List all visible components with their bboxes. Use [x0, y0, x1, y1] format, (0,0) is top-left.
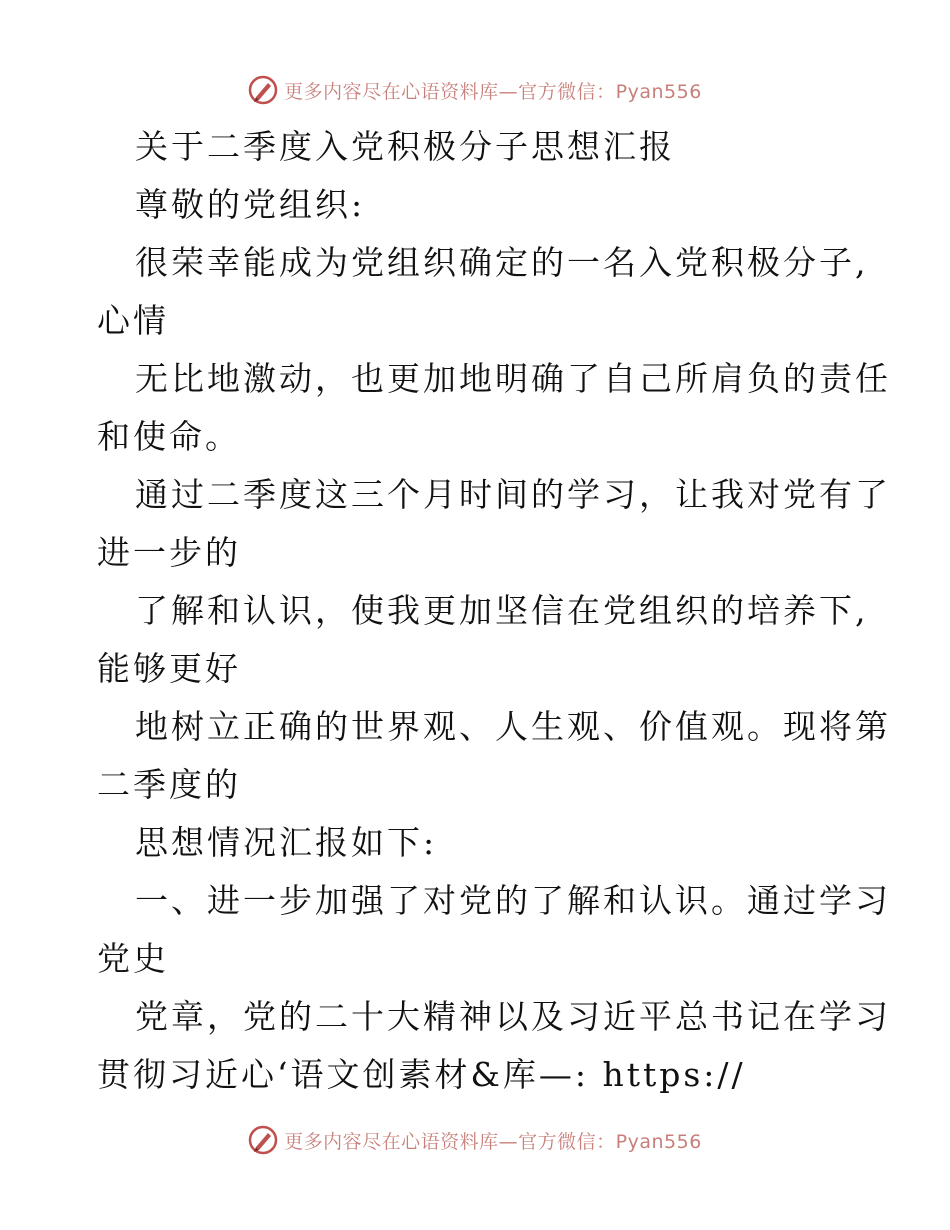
document-line: 心情 — [97, 301, 169, 340]
document-line: 贯彻习近心‘语文创素材&库—: https:// — [97, 1055, 746, 1094]
document-line: 党史 — [97, 939, 169, 978]
document-line: 党章，党的二十大精神以及习近平总书记在学习 — [135, 997, 891, 1036]
document-line: 了解和认识，使我更加坚信在党组织的培养下, — [135, 591, 869, 630]
document-line: 二季度的 — [97, 765, 241, 804]
document-body — [97, 118, 891, 1104]
document-line: 关于二季度入党积极分子思想汇报 — [135, 127, 675, 166]
header-watermark-text: 更多内容尽在心语资料库—官方微信：Pyan556 — [284, 80, 702, 103]
footer-watermark-banner — [0, 1120, 950, 1160]
pen-logo-icon — [248, 75, 278, 105]
document-line: 和使命。 — [97, 417, 241, 456]
header-watermark-banner — [0, 70, 950, 110]
document-line: 地树立正确的世界观、人生观、价值观。现将第 — [135, 707, 891, 746]
document-line: 思想情况汇报如下: — [135, 823, 438, 862]
document-line: 很荣幸能成为党组织确定的一名入党积极分子, — [135, 243, 869, 282]
document-line: 进一步的 — [97, 533, 241, 572]
document-line: 一、进一步加强了对党的了解和认识。通过学习 — [135, 881, 891, 920]
document-line: 通过二季度这三个月时间的学习，让我对党有了 — [135, 475, 891, 514]
document-line: 能够更好 — [97, 649, 241, 688]
document-line: 尊敬的党组织: — [135, 185, 366, 224]
document-line: 无比地激动，也更加地明确了自己所肩负的责任 — [135, 359, 891, 398]
footer-watermark-text: 更多内容尽在心语资料库—官方微信：Pyan556 — [284, 1130, 702, 1153]
pen-logo-icon — [248, 1125, 278, 1155]
